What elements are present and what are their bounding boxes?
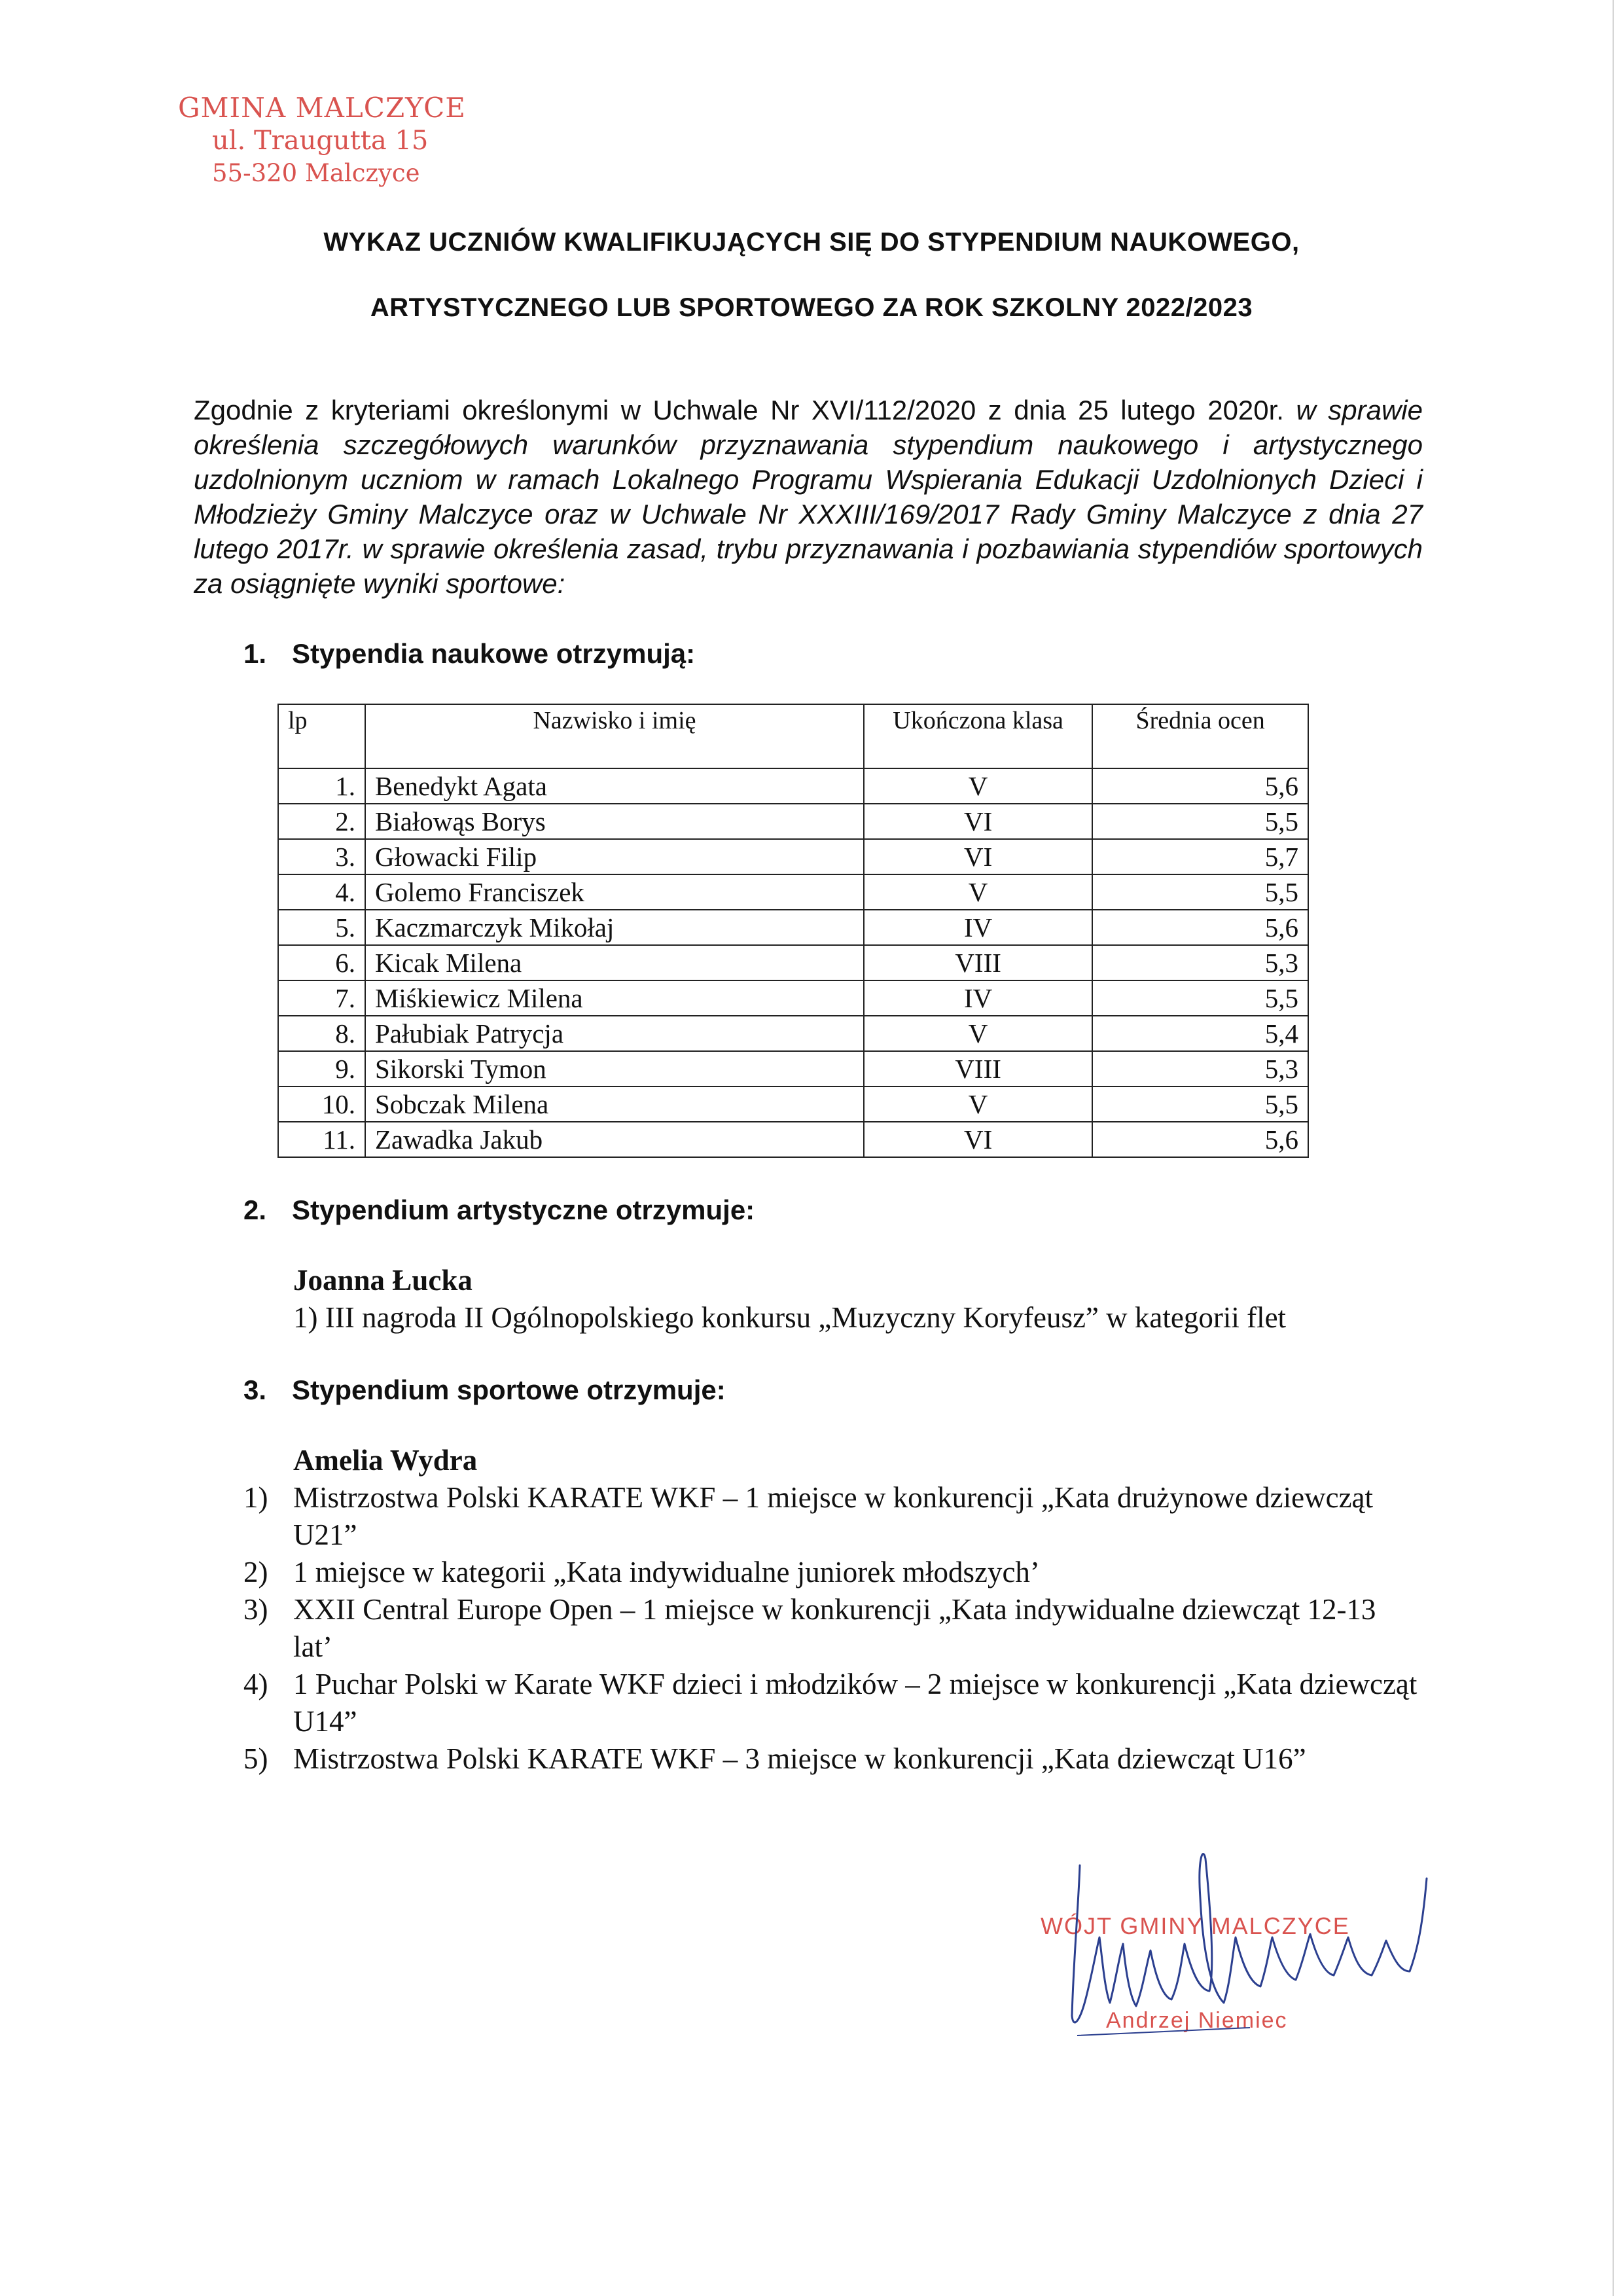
section-3-heading <box>243 1374 726 1406</box>
list-item-number: 3) <box>243 1593 268 1626</box>
table-row <box>278 874 1308 910</box>
signature-stamp-title: WÓJT GMINY MALCZYCE <box>1041 1912 1350 1939</box>
section-title: Stypendium sportowe otrzymuje: <box>292 1374 726 1405</box>
sport-recipient-name: Amelia Wydra <box>293 1444 478 1477</box>
cell-class: V <box>864 1016 1092 1051</box>
intro-paragraph <box>194 393 1423 601</box>
achievement-number: 1) <box>293 1301 318 1334</box>
list-item-number: 1) <box>243 1481 268 1514</box>
section-number: 2. <box>243 1194 267 1225</box>
cell-average: 5,6 <box>1092 910 1308 945</box>
stamp-line-postcode: 55-320 Malczyce <box>212 159 420 187</box>
list-item-text: 1 Puchar Polski w Karate WKF dzieci i młodzików – 2 miejsce w konkurencji „Kata dziewcząt U14” <box>293 1668 1418 1738</box>
cell-class: V <box>864 768 1092 804</box>
list-item <box>243 1591 1421 1666</box>
cell-name: Benedykt Agata <box>365 768 864 804</box>
cell-lp: 11. <box>278 1122 365 1157</box>
header-average: Średnia ocen <box>1092 704 1308 768</box>
list-item <box>243 1740 1421 1778</box>
cell-average: 5,5 <box>1092 980 1308 1016</box>
section-number: 3. <box>243 1374 267 1405</box>
list-item <box>243 1666 1421 1740</box>
list-item-number: 4) <box>243 1668 268 1700</box>
cell-lp: 9. <box>278 1051 365 1086</box>
table-row <box>278 768 1308 804</box>
table-row <box>278 910 1308 945</box>
achievement-text: III nagroda II Ogólnopolskiego konkursu „Muzyczny Koryfeusz” w kategorii flet <box>325 1301 1287 1334</box>
header-lp: lp <box>278 704 365 768</box>
table-row <box>278 1122 1308 1157</box>
cell-class: VIII <box>864 1051 1092 1086</box>
table-header-row <box>278 704 1308 768</box>
intro-italic-text: w sprawie określenia szczegółowych warunków przyznawania stypendium naukowego i artystycznego uzdolnionym uczniom w ramach Lokalnego Programu Wspierania Edukacji Uzdolnionych Dzieci i Młodzieży Gminy Malczyce oraz w Uchwale Nr XXXIII/169/2017 Rady Gminy Malczyce z dnia 27 lutego 2017r. w sprawie określenia zasad, trybu przyznawania i pozbawiania stypendiów sportowych za osiągnięte wyniki sportowe: <box>194 395 1423 599</box>
cell-average: 5,5 <box>1092 1086 1308 1122</box>
cell-class: V <box>864 1086 1092 1122</box>
cell-name: Pałubiak Patrycja <box>365 1016 864 1051</box>
cell-average: 5,5 <box>1092 804 1308 839</box>
header-class: Ukończona klasa <box>864 704 1092 768</box>
list-item-number: 5) <box>243 1742 268 1775</box>
artistic-recipient-name: Joanna Łucka <box>293 1264 473 1297</box>
artistic-achievement <box>293 1300 1286 1335</box>
cell-average: 5,7 <box>1092 839 1308 874</box>
cell-lp: 7. <box>278 980 365 1016</box>
cell-name: Zawadka Jakub <box>365 1122 864 1157</box>
list-item-text: Mistrzostwa Polski KARATE WKF – 1 miejsce w konkurencji „Kata drużynowe dziewcząt U21” <box>293 1481 1374 1551</box>
cell-name: Sikorski Tymon <box>365 1051 864 1086</box>
section-number: 1. <box>243 638 267 669</box>
table-row <box>278 1051 1308 1086</box>
cell-lp: 10. <box>278 1086 365 1122</box>
office-address-stamp <box>178 92 466 190</box>
list-item-text: 1 miejsce w kategorii „Kata indywidualne juniorek młodszych’ <box>293 1556 1040 1588</box>
cell-class: VIII <box>864 945 1092 980</box>
cell-class: V <box>864 874 1092 910</box>
table-row <box>278 980 1308 1016</box>
cell-class: IV <box>864 980 1092 1016</box>
list-item <box>243 1554 1421 1591</box>
section-title: Stypendia naukowe otrzymują: <box>292 638 696 669</box>
cell-class: VI <box>864 839 1092 874</box>
table-row <box>278 804 1308 839</box>
table-row <box>278 945 1308 980</box>
cell-name: Miśkiewicz Milena <box>365 980 864 1016</box>
header-name: Nazwisko i imię <box>365 704 864 768</box>
cell-name: Kicak Milena <box>365 945 864 980</box>
cell-average: 5,6 <box>1092 1122 1308 1157</box>
section-1-heading <box>243 638 695 670</box>
document-title-line-1: WYKAZ UCZNIÓW KWALIFIKUJĄCYCH SIĘ DO STYPENDIUM NAUKOWEGO, <box>323 228 1300 257</box>
cell-lp: 3. <box>278 839 365 874</box>
section-2-heading <box>243 1194 755 1226</box>
page-edge <box>1613 0 1614 2296</box>
cell-class: IV <box>864 910 1092 945</box>
scholarship-table <box>277 704 1309 1158</box>
cell-lp: 4. <box>278 874 365 910</box>
cell-lp: 8. <box>278 1016 365 1051</box>
intro-regular-text: Zgodnie z kryteriami określonymi w Uchwale Nr XVI/112/2020 z dnia 25 lutego 2020r. <box>194 395 1284 425</box>
cell-class: VI <box>864 804 1092 839</box>
cell-name: Kaczmarczyk Mikołaj <box>365 910 864 945</box>
list-item <box>243 1479 1421 1554</box>
sport-achievements-list <box>243 1479 1421 1778</box>
cell-class: VI <box>864 1122 1092 1157</box>
section-title: Stypendium artystyczne otrzymuje: <box>292 1194 755 1225</box>
cell-lp: 2. <box>278 804 365 839</box>
cell-average: 5,3 <box>1092 945 1308 980</box>
document-title-line-2: ARTYSTYCZNEGO LUB SPORTOWEGO ZA ROK SZKOLNY 2022/2023 <box>370 293 1253 322</box>
cell-average: 5,3 <box>1092 1051 1308 1086</box>
cell-average: 5,6 <box>1092 768 1308 804</box>
table-row <box>278 1016 1308 1051</box>
cell-lp: 6. <box>278 945 365 980</box>
list-item-text: XXII Central Europe Open – 1 miejsce w konkurencji „Kata indywidualne dziewcząt 12-13 lat’ <box>293 1593 1376 1663</box>
stamp-line-street: ul. Traugutta 15 <box>212 126 429 156</box>
cell-name: Sobczak Milena <box>365 1086 864 1122</box>
cell-lp: 1. <box>278 768 365 804</box>
cell-average: 5,4 <box>1092 1016 1308 1051</box>
cell-name: Białowąs Borys <box>365 804 864 839</box>
stamp-line-office: GMINA MALCZYCE <box>178 92 466 124</box>
signature-stamp <box>1034 1820 1453 2055</box>
table-row <box>278 839 1308 874</box>
list-item-text: Mistrzostwa Polski KARATE WKF – 3 miejsce w konkurencji „Kata dziewcząt U16” <box>293 1742 1306 1775</box>
cell-average: 5,5 <box>1092 874 1308 910</box>
cell-name: Głowacki Filip <box>365 839 864 874</box>
table-row <box>278 1086 1308 1122</box>
cell-name: Golemo Franciszek <box>365 874 864 910</box>
signature-stamp-name: Andrzej Niemiec <box>1106 2008 1288 2033</box>
cell-lp: 5. <box>278 910 365 945</box>
list-item-number: 2) <box>243 1556 268 1588</box>
